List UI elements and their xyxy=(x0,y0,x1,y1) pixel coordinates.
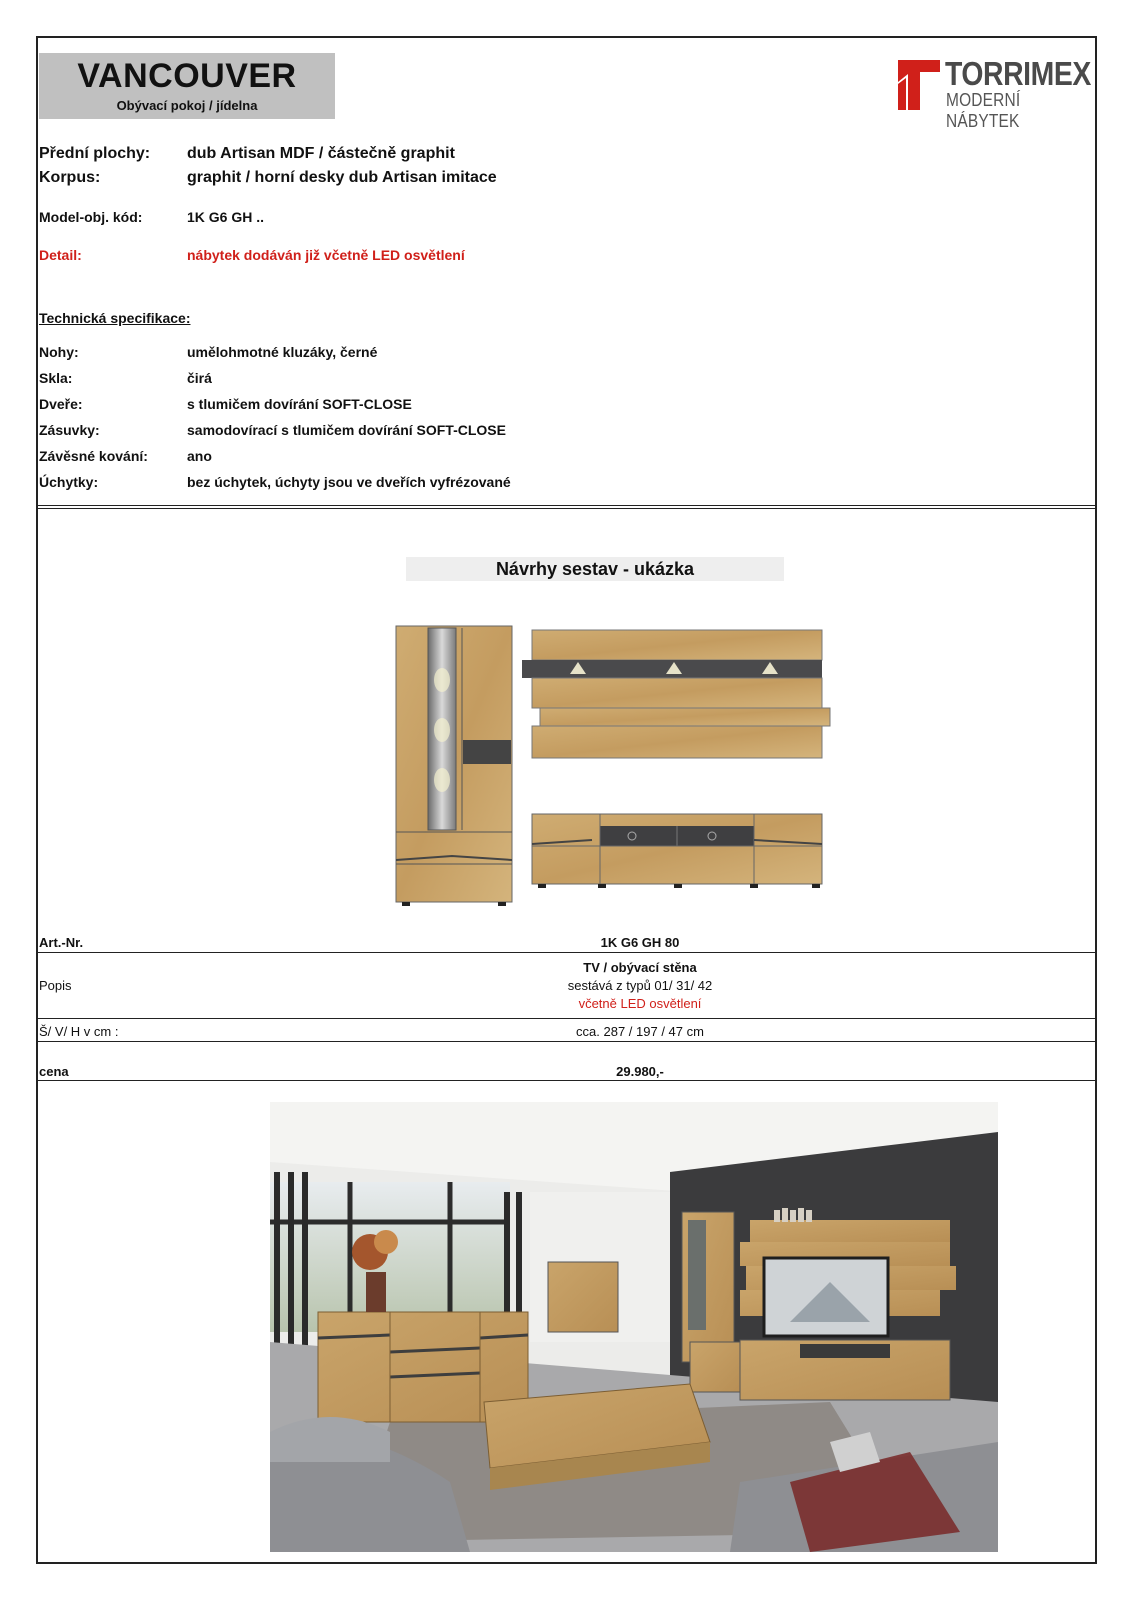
table-divider xyxy=(37,1041,1096,1042)
tech-label-doors: Dveře: xyxy=(39,396,83,412)
table-divider xyxy=(37,952,1096,953)
tech-value-doors: s tlumičem dovírání SOFT-CLOSE xyxy=(187,396,412,412)
table-divider xyxy=(37,1080,1096,1081)
dims-value: cca. 287 / 197 / 47 cm xyxy=(576,1024,704,1039)
room-photo xyxy=(270,1102,998,1552)
section-divider xyxy=(37,508,1096,509)
desc-line-3: včetně LED osvětlení xyxy=(578,996,702,1011)
tech-label-handles: Úchytky: xyxy=(39,474,99,490)
tech-value-glass: čirá xyxy=(187,370,212,386)
front-label: Přední plochy: xyxy=(39,145,151,162)
tech-label-glass: Skla: xyxy=(39,370,73,386)
brand-logo xyxy=(898,55,1092,131)
tech-value-handles: bez úchytek, úchyty jsou ve dveřích vyfrézované xyxy=(187,474,511,490)
art-label: Art.-Nr. xyxy=(39,935,84,950)
logo-tagline: MODERNÍ NÁBYTEK xyxy=(946,90,1021,131)
section-divider xyxy=(37,505,1096,506)
front-value: dub Artisan MDF / částečně graphit xyxy=(187,145,455,162)
tech-label-drawers: Zásuvky: xyxy=(39,422,100,438)
tech-value-drawers: samodovírací s tlumičem dovírání SOFT-CLOSE xyxy=(187,422,506,438)
dims-label: Š/ V/ H v cm : xyxy=(39,1024,119,1039)
desc-line-2: sestává z typů 01/ 31/ 42 xyxy=(567,978,713,993)
body-value: graphit / horní desky dub Artisan imitace xyxy=(187,169,497,186)
wall-panel xyxy=(522,630,830,758)
torrimex-logo-icon xyxy=(898,60,940,110)
tech-value-hanging: ano xyxy=(187,448,212,464)
table-divider xyxy=(37,1018,1096,1019)
detail-label: Detail: xyxy=(39,247,82,263)
body-label: Korpus: xyxy=(39,169,101,186)
tech-value-legs: umělohmotné kluzáky, černé xyxy=(187,344,378,360)
page-title: VANCOUVER xyxy=(77,57,297,95)
detail-value: nábytek dodáván již včetně LED osvětlení xyxy=(187,247,465,263)
art-value: 1K G6 GH 80 xyxy=(600,935,680,950)
page-subtitle: Obývací pokoj / jídelna xyxy=(116,98,258,113)
price-value: 29.980,- xyxy=(616,1064,664,1079)
furniture-drawing xyxy=(392,620,842,910)
price-label: cena xyxy=(39,1064,69,1079)
tv-lowboard xyxy=(532,814,822,888)
technical-heading: Technická specifikace: xyxy=(39,310,191,326)
tech-label-legs: Nohy: xyxy=(39,344,79,360)
code-label: Model-obj. kód: xyxy=(39,209,143,225)
logo-name: TORRIMEX xyxy=(945,55,1091,92)
desc-label: Popis xyxy=(39,978,72,993)
tall-cabinet xyxy=(396,626,512,906)
designs-heading: Návrhy sestav - ukázka xyxy=(406,557,784,581)
code-value: 1K G6 GH .. xyxy=(187,209,265,225)
title-box xyxy=(39,53,335,119)
tech-label-hanging: Závěsné kování: xyxy=(39,448,148,464)
desc-line-1: TV / obývací stěna xyxy=(583,960,697,975)
